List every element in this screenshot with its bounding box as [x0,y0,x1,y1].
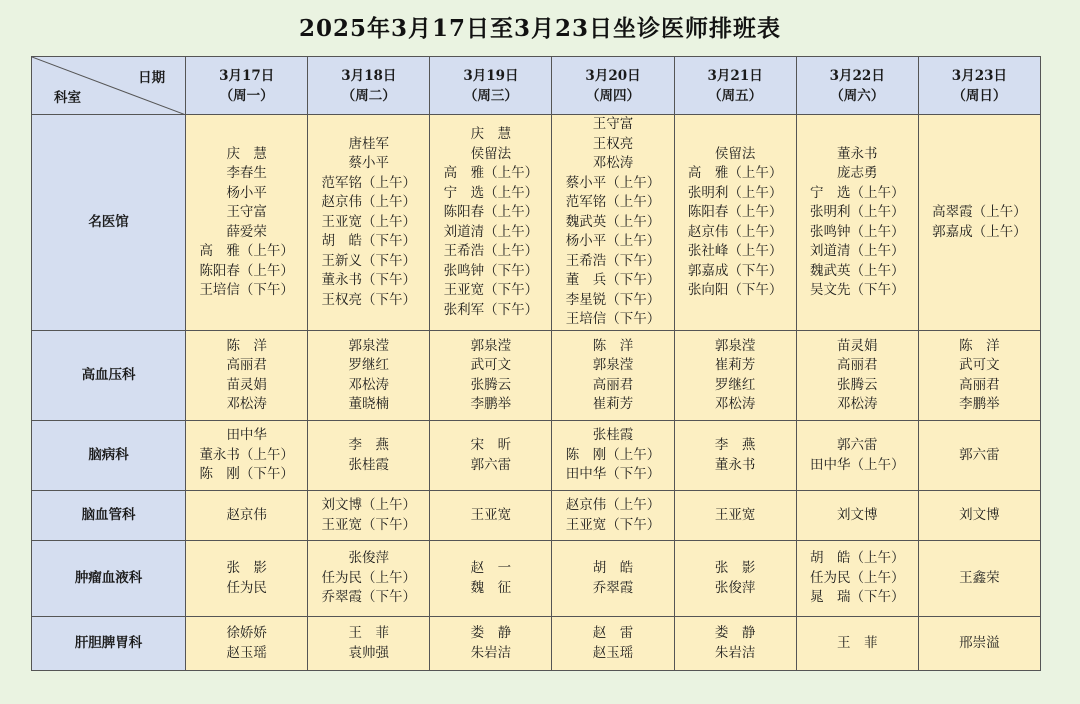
doctor-name: 赵京伟 [226,506,267,523]
doctor-name: 陈 洋 [592,337,634,354]
schedule-cell [308,491,430,541]
schedule-cell [674,541,796,617]
schedule-cell [918,617,1040,671]
doctor-name: 陈 洋 [226,337,267,354]
doctor-name: 郭六雷 [959,446,1000,463]
doctor-list [349,337,390,415]
schedule-cell [308,617,430,671]
doctor-name: 王权亮（下午） [321,291,417,308]
doctor-name: 张桂霞 [592,427,634,444]
schedule-cell [796,115,918,331]
doctor-name: 赵京伟（上午） [321,194,417,211]
day-header [186,57,308,115]
doctor-name: 吴文先（下午） [809,282,905,298]
doctor-list [199,145,294,301]
schedule-cell [308,115,430,331]
doctor-name: 罗继红 [348,357,390,373]
doctor-name: 李鹏举 [959,396,1000,412]
doctor-list [226,506,267,526]
doctor-name: 董 兵（下午） [565,272,661,289]
doctor-name: 赵玉瑶 [592,644,634,661]
doctor-name: 郭泉滢 [714,337,756,354]
doctor-list [810,145,905,301]
doctor-name: 高翠霞（上午） [932,204,1027,220]
doctor-list [959,337,1000,415]
doctor-name: 王权亮 [592,135,634,152]
dept-row [32,331,1041,421]
doctor-name: 侯留法 [714,145,756,162]
doctor-list [688,145,783,301]
doctor-name: 武可文 [470,357,512,373]
schedule-cell [918,331,1040,421]
doctor-name: 胡 皓（下午） [321,233,417,250]
doctor-list [444,125,539,320]
doctor-name: 王守富 [226,204,267,220]
doctor-name: 范军铭（上午） [321,174,417,191]
doctor-name: 郭泉滢 [470,337,512,354]
day-date: 3月21日 [707,67,763,84]
doctor-name: 张俊萍 [714,579,756,596]
schedule-cell [186,421,308,491]
doctor-name: 陈阳春（上午） [199,262,294,279]
doctor-name: 徐娇娇 [226,625,267,641]
doctor-name: 张利军（下午） [443,301,539,318]
schedule-cell [430,541,552,617]
schedule-cell [796,421,918,491]
schedule-cell [430,421,552,491]
doctor-name: 田中华（上午） [809,456,905,473]
doctor-name: 刘道清（上午） [443,223,539,240]
doctor-list [471,436,512,475]
doctor-name: 陈 洋 [959,337,1000,354]
doctor-name: 张明利（上午） [687,184,783,201]
doctor-name: 高 雅（上午） [199,243,294,259]
doctor-name: 侯留法 [470,145,512,162]
doctor-list [566,426,661,485]
doctor-name: 朱岩洁 [714,644,756,661]
doctor-name: 魏武英（上午） [565,213,661,230]
doctor-name: 王 菲 [348,625,390,641]
day-header [796,57,918,115]
doctor-name: 范军铭（上午） [565,194,661,211]
dept-row [32,421,1041,491]
doctor-list [959,446,1000,466]
doctor-name: 王新义（下午） [321,252,417,269]
doctor-name: 田中华 [226,427,267,444]
doctor-name: 王守富 [592,116,634,133]
doctor-name: 高丽君 [959,376,1000,393]
day-date: 3月23日 [951,67,1007,84]
schedule-cell [552,115,674,331]
doctor-name: 张桂霞 [348,456,390,473]
dept-name: 肿瘤血液科 [32,541,186,617]
doctor-name: 任为民（上午） [809,569,905,586]
dept-row [32,617,1041,671]
day-weekday: （周一） [219,87,274,104]
schedule-cell [552,491,674,541]
doctor-name: 邢崇溢 [959,634,1000,651]
doctor-name: 杨小平（上午） [565,233,661,250]
schedule-cell [308,541,430,617]
day-weekday: （周二） [341,87,396,104]
schedule-cell [430,331,552,421]
doctor-list [199,426,294,485]
doctor-name: 邓松涛 [714,396,756,412]
schedule-cell [674,331,796,421]
doctor-name: 朱岩洁 [470,644,512,661]
doctor-name: 张腾云 [836,376,878,393]
doctor-name: 蔡小平（上午） [565,174,661,191]
day-weekday: （周六） [830,87,885,104]
doctor-list [810,436,905,475]
doctor-name: 崔莉芳 [714,357,756,373]
dept-row [32,491,1041,541]
doctor-list [837,506,878,526]
doctor-name: 李 燕 [714,437,756,453]
doctor-name: 郭六雷 [470,456,512,473]
schedule-cell [796,617,918,671]
doctor-list [471,337,512,415]
day-date: 3月18日 [341,67,397,84]
doctor-name: 宁 选（上午） [443,184,539,201]
day-date: 3月19日 [463,67,519,84]
doctor-name: 邓松涛 [226,396,267,412]
date-axis-label: 日期 [138,70,166,86]
doctor-list [932,203,1027,242]
doctor-name: 袁帅强 [348,644,390,661]
doctor-name: 薛爱荣 [226,223,267,240]
schedule-cell [796,541,918,617]
doctor-name: 郭嘉成（上午） [932,223,1027,240]
day-header [308,57,430,115]
doctor-name: 董永书（下午） [321,272,417,289]
schedule-cell [186,331,308,421]
doctor-list [226,624,267,663]
day-weekday: （周三） [463,87,518,104]
doctor-name: 王亚宽 [714,506,756,523]
doctor-name: 宋 昕 [470,437,512,453]
dept-name: 名医馆 [32,115,186,331]
doctor-name: 董永书 [836,145,878,162]
schedule-cell [918,421,1040,491]
doctor-list [322,496,417,535]
doctor-name: 魏武英（上午） [809,262,905,279]
doctor-name: 张社峰（上午） [687,243,783,259]
doctor-name: 赵 雷 [592,625,634,641]
dept-name: 肝胆脾胃科 [32,617,186,671]
doctor-name: 乔翠霞（下午） [321,589,417,606]
doctor-name: 赵京伟（上午） [687,223,783,240]
schedule-cell [186,617,308,671]
corner-header [32,57,186,115]
doctor-name: 王希浩（下午） [565,252,661,269]
doctor-name: 赵京伟（上午） [565,497,661,513]
doctor-list [715,337,756,415]
doctor-name: 晁 瑞（下午） [809,589,905,606]
doctor-name: 李鹏举 [470,396,512,412]
schedule-cell [674,421,796,491]
doctor-name: 郭泉滢 [348,337,390,354]
doctor-name: 王亚宽（上午） [321,213,417,230]
doctor-name: 庞志勇 [836,165,878,181]
doctor-name: 庆 慧 [470,126,512,142]
doctor-list [471,506,512,526]
doctor-name: 邓松涛 [348,376,390,393]
dept-row [32,541,1041,617]
doctor-name: 李星锐（下午） [565,291,661,308]
schedule-cell [796,331,918,421]
schedule-cell [674,115,796,331]
doctor-name: 高 雅（上午） [443,165,539,181]
day-date: 3月17日 [219,67,275,84]
doctor-name: 陈阳春（上午） [443,204,539,220]
doctor-name: 王亚宽（下午） [443,282,539,298]
doctor-name: 罗继红 [714,376,756,393]
doctor-list [322,135,417,311]
dept-name: 脑血管科 [32,491,186,541]
doctor-name: 胡 皓 [592,560,634,576]
doctor-name: 庆 慧 [226,145,267,162]
day-date: 3月20日 [585,67,641,84]
doctor-name: 郭嘉成（下午） [687,262,783,279]
doctor-name: 邓松涛 [592,155,634,172]
doctor-list [593,624,634,663]
doctor-name: 任为民（上午） [321,569,417,586]
doctor-list [349,436,390,475]
schedule-cell [674,491,796,541]
doctor-list [566,496,661,535]
doctor-list [566,115,661,330]
schedule-cell [430,115,552,331]
doctor-name: 张腾云 [470,376,512,393]
schedule-cell [430,617,552,671]
doctor-name: 刘文博（上午） [321,497,417,513]
doctor-list [959,569,1000,589]
schedule-cell [552,331,674,421]
doctor-name: 张鸣钟（上午） [809,223,905,240]
doctor-name: 张向阳（下午） [687,282,783,298]
doctor-name: 赵玉瑶 [226,644,267,661]
doctor-name: 张明利（上午） [809,204,905,220]
schedule-cell [186,115,308,331]
doctor-list [715,624,756,663]
doctor-list [715,559,756,598]
doctor-list [226,559,267,598]
doctor-name: 王亚宽（下午） [565,516,661,533]
doctor-list [349,624,390,663]
schedule-cell [186,491,308,541]
day-date: 3月22日 [829,67,885,84]
doctor-name: 王亚宽（下午） [321,516,417,533]
doctor-name: 陈 刚（下午） [199,466,294,483]
doctor-name: 郭六雷 [836,437,878,453]
doctor-name: 赵 一 [470,560,512,576]
doctor-list [715,506,756,526]
day-header [430,57,552,115]
schedule-cell [552,541,674,617]
doctor-name: 王鑫荣 [959,569,1000,586]
schedule-cell [552,421,674,491]
doctor-list [593,559,634,598]
doctor-list [471,559,512,598]
doctor-name: 高丽君 [836,357,878,373]
schedule-cell [918,541,1040,617]
schedule-cell [430,491,552,541]
doctor-name: 邓松涛 [836,396,878,412]
doctor-name: 任为民 [226,579,267,596]
doctor-name: 高丽君 [592,376,634,393]
doctor-name: 苗灵娟 [226,376,267,393]
doctor-name: 唐桂军 [348,135,390,152]
doctor-list [810,549,905,608]
doctor-name: 胡 皓（上午） [809,550,905,567]
schedule-cell [674,617,796,671]
doctor-name: 乔翠霞 [592,579,634,596]
day-weekday: （周五） [708,87,763,104]
doctor-name: 魏 征 [470,579,512,596]
doctor-name: 娄 静 [714,625,756,641]
doctor-name: 高 雅（上午） [687,165,783,181]
doctor-name: 高丽君 [226,357,267,373]
header-row [32,57,1041,115]
doctor-list [471,624,512,663]
schedule-cell [918,115,1040,331]
doctor-name: 张俊萍 [348,550,390,567]
doctor-name: 董永书（上午） [199,446,294,463]
doctor-name: 陈阳春（上午） [687,204,783,220]
doctor-name: 董永书 [714,456,756,473]
doctor-name: 张 影 [226,560,267,576]
doctor-name: 郭泉滢 [592,357,634,373]
doctor-name: 王 菲 [836,634,878,651]
doctor-list [837,337,878,415]
schedule-table [31,56,1041,671]
doctor-name: 李春生 [226,165,267,181]
dept-name: 高血压科 [32,331,186,421]
doctor-name: 蔡小平 [348,155,390,172]
day-header [674,57,796,115]
doctor-list [322,549,417,608]
doctor-name: 杨小平 [226,184,267,201]
doctor-name: 王培信（下午） [565,311,661,328]
schedule-cell [308,421,430,491]
doctor-name: 李 燕 [348,437,390,453]
day-header [552,57,674,115]
doctor-name: 王培信（下午） [199,282,294,298]
doctor-list [959,506,1000,526]
doctor-name: 张 影 [714,560,756,576]
doctor-name: 刘道清（上午） [809,243,905,259]
day-weekday: （周日） [952,87,1007,104]
schedule-cell [308,331,430,421]
schedule-cell [918,491,1040,541]
page-title: 2025年3月17日至3月23日坐诊医师排班表 [298,15,782,42]
doctor-name: 武可文 [959,357,1000,373]
doctor-name: 陈 刚（上午） [565,446,661,463]
doctor-name: 田中华（下午） [565,466,661,483]
doctor-list [226,337,267,415]
schedule-cell [186,541,308,617]
dept-axis-label: 科室 [54,90,81,106]
doctor-list [593,337,634,415]
dept-row [32,115,1041,331]
doctor-name: 刘文博 [836,506,878,523]
schedule-cell [552,617,674,671]
doctor-name: 宁 选（上午） [809,184,905,201]
dept-name: 脑病科 [32,421,186,491]
doctor-name: 刘文博 [959,506,1000,523]
doctor-name: 王亚宽 [470,506,512,523]
doctor-list [837,634,878,654]
doctor-name: 王希浩（上午） [443,243,539,259]
doctor-name: 崔莉芳 [592,396,634,412]
day-weekday: （周四） [586,87,641,104]
day-header [918,57,1040,115]
doctor-list [959,634,1000,654]
schedule-cell [796,491,918,541]
doctor-list [715,436,756,475]
doctor-name: 苗灵娟 [836,337,878,354]
doctor-name: 娄 静 [470,625,512,641]
doctor-name: 张鸣钟（下午） [443,262,539,279]
doctor-name: 董晓楠 [348,396,390,412]
